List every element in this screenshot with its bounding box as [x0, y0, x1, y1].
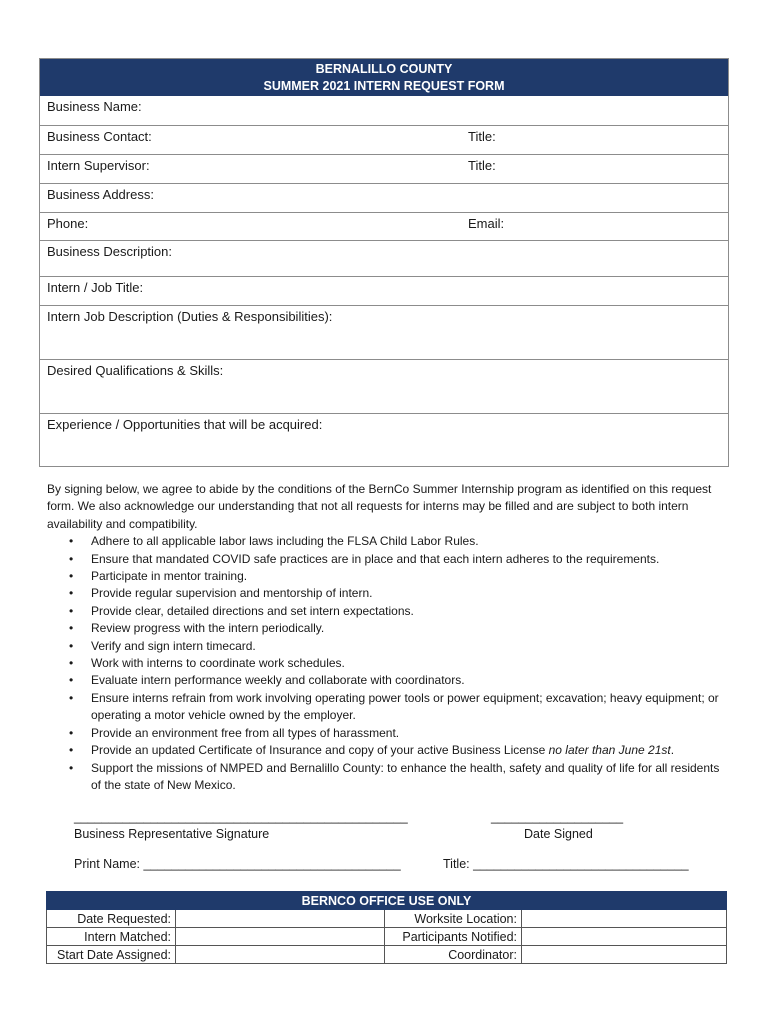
condition-item: • Ensure that mandated COVID safe practices are in place and that each intern adheres to the requirements.	[47, 551, 727, 568]
agreement-intro: By signing below, we agree to abide by the conditions of the BernCo Summer Internship program as identified on this request form. We also acknowledge our understanding that not all requests for interns may be filled and are subject to both intern availability and compatibility.	[47, 482, 712, 531]
intern-matched-cell[interactable]	[176, 928, 385, 946]
participants-notified-label: Participants Notified:	[385, 928, 522, 946]
insurance-end: .	[670, 743, 675, 758]
condition-item: • Provide clear, detailed directions and set intern expectations.	[47, 603, 727, 620]
start-date-label: Start Date Assigned:	[47, 946, 176, 964]
contact-title-label: Title:	[468, 129, 496, 144]
condition-item-insurance	[47, 742, 727, 759]
date-signed-label: Date Signed	[524, 827, 593, 841]
condition-item: • Participate in mentor training.	[47, 568, 727, 585]
business-address-field[interactable]	[40, 183, 728, 212]
conditions-list	[47, 533, 727, 794]
job-description-label: Intern Job Description (Duties & Responsibilities):	[47, 309, 333, 324]
business-name-field[interactable]	[40, 96, 728, 125]
condition-item: • Provide regular supervision and mentorship of intern.	[47, 585, 727, 602]
condition-item: • Review progress with the intern periodically.	[47, 620, 727, 637]
condition-item: • Ensure interns refrain from work involving operating power tools or power equipment; excavation; heavy equipment; or operating a motor vehicle owned by the employer.	[47, 690, 727, 725]
condition-item: • Adhere to all applicable labor laws including the FLSA Child Labor Rules.	[47, 533, 727, 550]
print-name-field[interactable]: Print Name: _____________________________________	[74, 857, 401, 871]
date-requested-cell[interactable]	[176, 910, 385, 928]
worksite-location-label: Worksite Location:	[385, 910, 522, 928]
job-title-field[interactable]	[40, 276, 728, 305]
business-contact-label: Business Contact:	[47, 129, 152, 144]
intern-supervisor-field[interactable]	[40, 154, 728, 183]
condition-item: • Provide an environment free from all types of harassment.	[47, 725, 727, 742]
insurance-deadline: no later than June 21st	[548, 743, 671, 758]
business-description-label: Business Description:	[47, 244, 172, 259]
coordinator-cell[interactable]	[522, 946, 727, 964]
participants-notified-cell[interactable]	[522, 928, 727, 946]
email-label: Email:	[468, 216, 505, 231]
insurance-text: Provide an updated Certificate of Insurance and copy of your active Business License	[91, 743, 549, 758]
job-description-field[interactable]	[40, 305, 728, 359]
signature-label: Business Representative Signature	[74, 827, 270, 841]
business-description-field[interactable]	[40, 240, 728, 276]
condition-item: • Verify and sign intern timecard.	[47, 638, 727, 655]
signature-line[interactable]: ________________________________________________	[74, 810, 408, 824]
intern-request-form	[39, 58, 729, 467]
intern-matched-label: Intern Matched:	[47, 928, 176, 946]
phone-label: Phone:	[47, 216, 89, 231]
start-date-cell[interactable]	[176, 946, 385, 964]
condition-item: • Evaluate intern performance weekly and collaborate with coordinators.	[47, 672, 727, 689]
date-requested-label: Date Requested:	[47, 910, 176, 928]
condition-item: • Support the missions of NMPED and Bernalillo County: to enhance the health, safety and quality of life for all residents of the state of New Mexico.	[47, 760, 727, 795]
worksite-location-cell[interactable]	[522, 910, 727, 928]
business-contact-field[interactable]	[40, 125, 728, 154]
qualifications-label: Desired Qualifications & Skills:	[47, 363, 224, 378]
experience-label: Experience / Opportunities that will be acquired:	[47, 417, 323, 432]
experience-field[interactable]	[40, 413, 728, 466]
date-signed-line[interactable]: ___________________	[491, 810, 624, 824]
qualifications-field[interactable]	[40, 359, 728, 413]
form-header	[40, 59, 728, 96]
job-title-label: Intern / Job Title:	[47, 280, 144, 295]
signer-title-field[interactable]: Title: _______________________________	[443, 857, 689, 871]
office-use-table	[46, 891, 727, 964]
business-address-label: Business Address:	[47, 187, 154, 202]
county-title: BERNALILLO COUNTY	[315, 62, 453, 76]
intern-supervisor-label: Intern Supervisor:	[47, 158, 150, 173]
condition-item: • Work with interns to coordinate work schedules.	[47, 655, 727, 672]
coordinator-label: Coordinator:	[385, 946, 522, 964]
agreement-section	[47, 481, 727, 794]
supervisor-title-label: Title:	[468, 158, 496, 173]
form-title: SUMMER 2021 INTERN REQUEST FORM	[263, 79, 505, 93]
phone-email-field[interactable]	[40, 212, 728, 240]
office-use-heading: BERNCO OFFICE USE ONLY	[47, 892, 727, 910]
business-name-label: Business Name:	[47, 99, 142, 114]
